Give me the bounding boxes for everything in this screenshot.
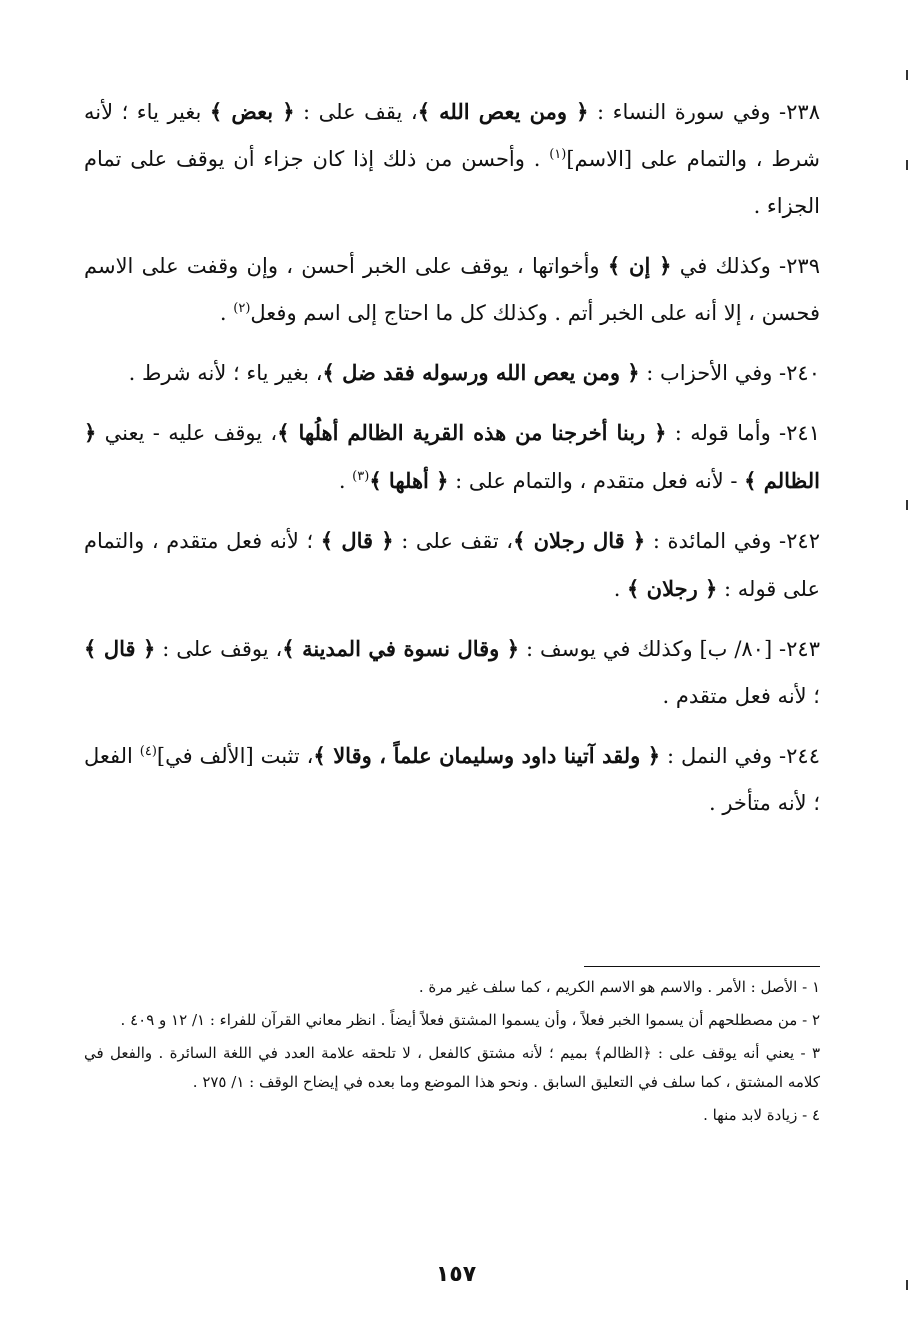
footnotes: [84, 966, 820, 1134]
text-run: ٢٤٠- وفي الأحزاب :: [639, 361, 820, 385]
paragraph-242: [84, 517, 820, 613]
text-run: ٢٤٣- [٨٠/ ب] وكذلك في يوسف :: [519, 637, 820, 661]
quran-quote: ﴿ الظالم ﴾: [84, 420, 820, 493]
quran-quote: ﴿ رجلان ﴾: [627, 576, 718, 601]
quran-quote: ﴿ أهلها ﴾: [369, 468, 449, 493]
scan-edge-mark: [906, 1280, 908, 1290]
quran-quote: ﴿ ولقد آتينا داود وسليمان علماً ، وقالا ﴾: [313, 743, 661, 768]
text-run: ٢٤١- وأما قوله :: [666, 421, 820, 445]
text-run: ؛ لأنه فعل متقدم ، والتمام على قوله :: [84, 529, 820, 601]
text-run: ، تقف على :: [393, 529, 514, 553]
footnote-ref: (٤): [139, 744, 157, 759]
quran-quote: ﴿ ومن يعص الله ورسوله فقد ضل ﴾: [322, 360, 640, 385]
paragraph-239: [84, 242, 820, 337]
paragraph-238: [84, 88, 820, 230]
paragraph-243: [84, 625, 820, 720]
quran-quote: ﴿ ومن يعص الله ﴾: [417, 99, 589, 124]
text-run: ، يقف على :: [294, 100, 418, 124]
text-run: ، تثبت [الألف في]: [156, 744, 314, 768]
scan-edge-mark: [906, 70, 908, 80]
footnote-4: ٤ - زيادة لابد منها .: [703, 1106, 820, 1124]
footnote-3: ٣ - يعني أنه يوقف على : ﴿الظالم﴾ بميم ؛ لأنه مشتق كالفعل ، لا تلحقه علامة العدد في اللغة السائرة . والفعل في كلامه المشتق ، كما سلف في التعليق السابق . ونحو هذا الموضع وما بعده في إيضاح الوقف : ١/ ٢٧٥ .: [84, 1044, 820, 1091]
quran-quote: ﴿ وقال نسوة في المدينة ﴾: [282, 636, 520, 661]
footnote-2: ٢ - من مصطلحهم أن يسموا الخبر فعلاً ، وأن يسموا المشتق فعلاً أيضاً . انظر معاني القرآن للفراء : ١/ ١٢ و ٤٠٩ .: [120, 1011, 820, 1029]
paragraph-241: [84, 409, 820, 505]
scan-edge-mark: [906, 160, 908, 170]
footnote-divider: [584, 966, 820, 967]
quran-quote: ﴿ قال رجلان ﴾: [513, 528, 646, 553]
text-run: .: [613, 577, 628, 601]
paragraph-244: [84, 732, 820, 827]
footnote-ref: (١): [549, 147, 567, 162]
quran-quote: ﴿ قال ﴾: [320, 528, 394, 553]
text-run: ، بغير ياء ؛ لأنه شرط .: [128, 361, 323, 385]
text-run: الفعل ؛ لأنه متأخر .: [84, 744, 820, 815]
text-run: ٢٤٤- وفي النمل :: [660, 744, 820, 768]
text-run: - لأنه فعل متقدم ، والتمام على :: [448, 469, 745, 493]
footnote-ref: (٣): [352, 469, 370, 484]
text-run: ، يوقف على :: [155, 637, 283, 661]
footnote-ref: (٢): [233, 301, 251, 316]
text-run: ٢٣٩- وكذلك في: [671, 254, 820, 278]
text-run: .: [219, 301, 234, 325]
text-run: . وأحسن من ذلك إذا كان جزاء أن يوقف على تمام الجزاء .: [84, 147, 820, 218]
page-number: ١٥٧: [435, 1262, 477, 1287]
quran-quote: ﴿ ربنا أخرجنا من هذه القرية الظالم أهلُها ﴾: [277, 420, 667, 445]
quran-quote: ﴿ قال ﴾: [84, 636, 156, 661]
paragraph-240: [84, 349, 820, 397]
quran-quote: ﴿ بعض ﴾: [209, 99, 295, 124]
text-run: بغير ياء ؛ لأنه شرط ، والتمام على [الاسم]: [84, 100, 820, 171]
footnote-1: ١ - الأصل : الأمر . والاسم هو الاسم الكريم ، كما سلف غير مرة .: [418, 978, 820, 996]
text-run: ٢٤٢- وفي المائدة :: [645, 529, 820, 553]
main-text: [84, 88, 820, 839]
text-run: ؛ لأنه فعل متقدم .: [662, 684, 820, 708]
text-run: .: [338, 469, 353, 493]
text-run: ٢٣٨- وفي سورة النساء :: [588, 100, 820, 124]
scan-edge-mark: [906, 500, 908, 510]
text-run: ، يوقف عليه - يعني: [96, 421, 278, 445]
text-run: وأخواتها ، يوقف على الخبر أحسن ، وإن وقفت على الاسم فحسن ، إلا أنه على الخبر أتم . وكذلك كل ما احتاج إلى اسم وفعل: [84, 254, 820, 325]
quran-quote: ﴿ إن ﴾: [607, 253, 672, 278]
